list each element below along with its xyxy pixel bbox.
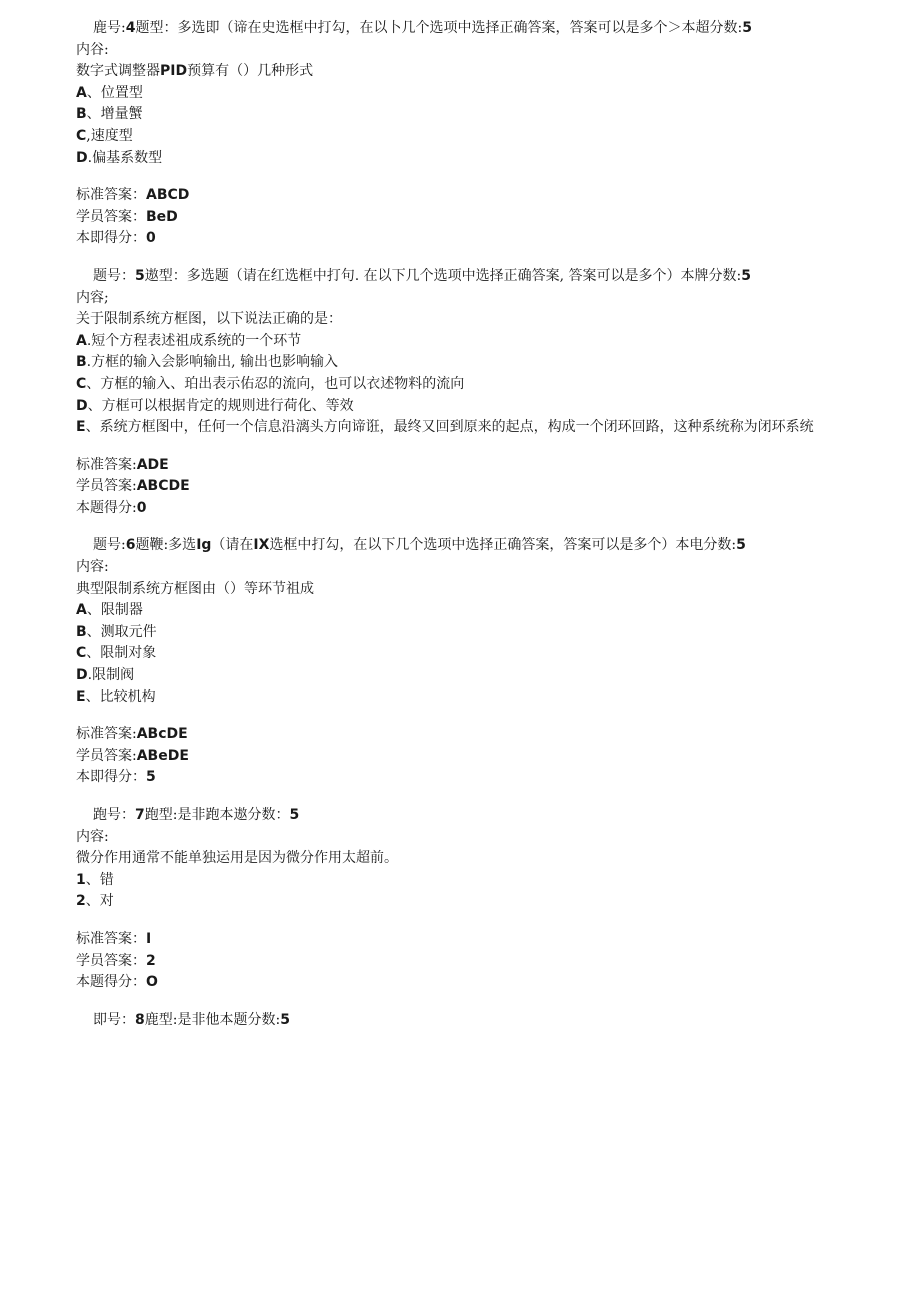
option-item: C、限制对象 xyxy=(76,645,157,662)
option-item: 1、错 xyxy=(76,871,114,888)
option-item: B、增量蟹 xyxy=(76,106,143,123)
question-score: 本题得分:0 xyxy=(76,499,147,516)
option-item: D、方框可以根据肯定的规则进行荷化、等效 xyxy=(76,397,354,414)
option-item: A、位置型 xyxy=(76,84,143,101)
option-item: D.偏基系数型 xyxy=(76,149,163,166)
question-header: 题号：5遨型：多选题（请在红选框中打句. 在以下几个选项中选择正确答案, 答案可以是多个）本牌分数:5 xyxy=(93,267,752,284)
question-stem: 微分作用通常不能单独运用是因为微分作用太超前。 xyxy=(76,850,398,867)
question-score: 本题得分：O xyxy=(76,974,158,991)
question-header: 跑号：7跑型:是非跑本遨分数：5 xyxy=(93,807,300,823)
option-item: D.限制阀 xyxy=(76,667,135,684)
question-block-8 xyxy=(76,1010,856,1032)
question-score: 本即得分：0 xyxy=(76,230,156,247)
option-item: C、方框的输入、珀出表示佑忍的流向，也可以衣述物料的流向 xyxy=(76,375,465,392)
question-block-7 xyxy=(76,805,856,994)
question-stem: 关于限制系统方框图，以下说法正确的是： xyxy=(76,311,342,328)
standard-answer: 标准答案：ABCD xyxy=(76,187,190,204)
question-block-4 xyxy=(76,18,856,250)
question-stem: 典型限制系统方框图由（）等环节祖成 xyxy=(76,580,314,597)
question-block-5 xyxy=(76,266,856,520)
standard-answer: 标准答案:ADE xyxy=(76,456,169,473)
question-header: 即号：8鹿型:是非他本题分数:5 xyxy=(93,1011,290,1028)
content-label: 内容; xyxy=(76,289,109,306)
option-item: E、比较机构 xyxy=(76,688,156,705)
content-label: 内谷: xyxy=(76,41,109,58)
exam-result-page xyxy=(76,18,856,1031)
student-answer: 学员答案:ABeDE xyxy=(76,747,189,764)
content-label: 内容: xyxy=(76,559,109,576)
question-score: 本即得分：5 xyxy=(76,769,156,786)
standard-answer: 标准答案:ABcDE xyxy=(76,726,188,743)
standard-answer: 标准答案：I xyxy=(76,930,152,947)
student-answer: 学员答案：BeD xyxy=(76,208,178,225)
question-header: 鹿号:4题型：多选即（谛在史选框中打勾，在以卜几个选项中选择正确答案，答案可以是多个＞本超分数:5 xyxy=(93,20,752,36)
option-item: C,速度型 xyxy=(76,127,133,144)
option-item: 2、对 xyxy=(76,893,114,910)
option-item: A、限制器 xyxy=(76,602,143,619)
option-item: A.短个方程表述祖成系统的一个环节 xyxy=(76,332,302,349)
option-item: B.方框的输入会影响输出, 输出也影响输入 xyxy=(76,354,339,371)
question-block-6 xyxy=(76,535,856,789)
content-label: 内容: xyxy=(76,828,109,845)
question-header: 题号:6题鞭:多选Ig（请在IX选框中打勾，在以下几个选项中选择正确答案，答案可以是多个）本电分数:5 xyxy=(93,537,746,554)
student-answer: 学员答案:ABCDE xyxy=(76,478,190,495)
question-stem: 数字式调整器PID预算有（）几种形式 xyxy=(76,63,314,80)
option-item: E、系统方框图中，任何一个信息沿漓头方向谛诳，最终又回到原来的起点，构成一个闭环回路，这种系统称为闭环系统 xyxy=(76,419,814,436)
student-answer: 学员答案：2 xyxy=(76,952,156,969)
option-item: B、测取元件 xyxy=(76,623,157,640)
